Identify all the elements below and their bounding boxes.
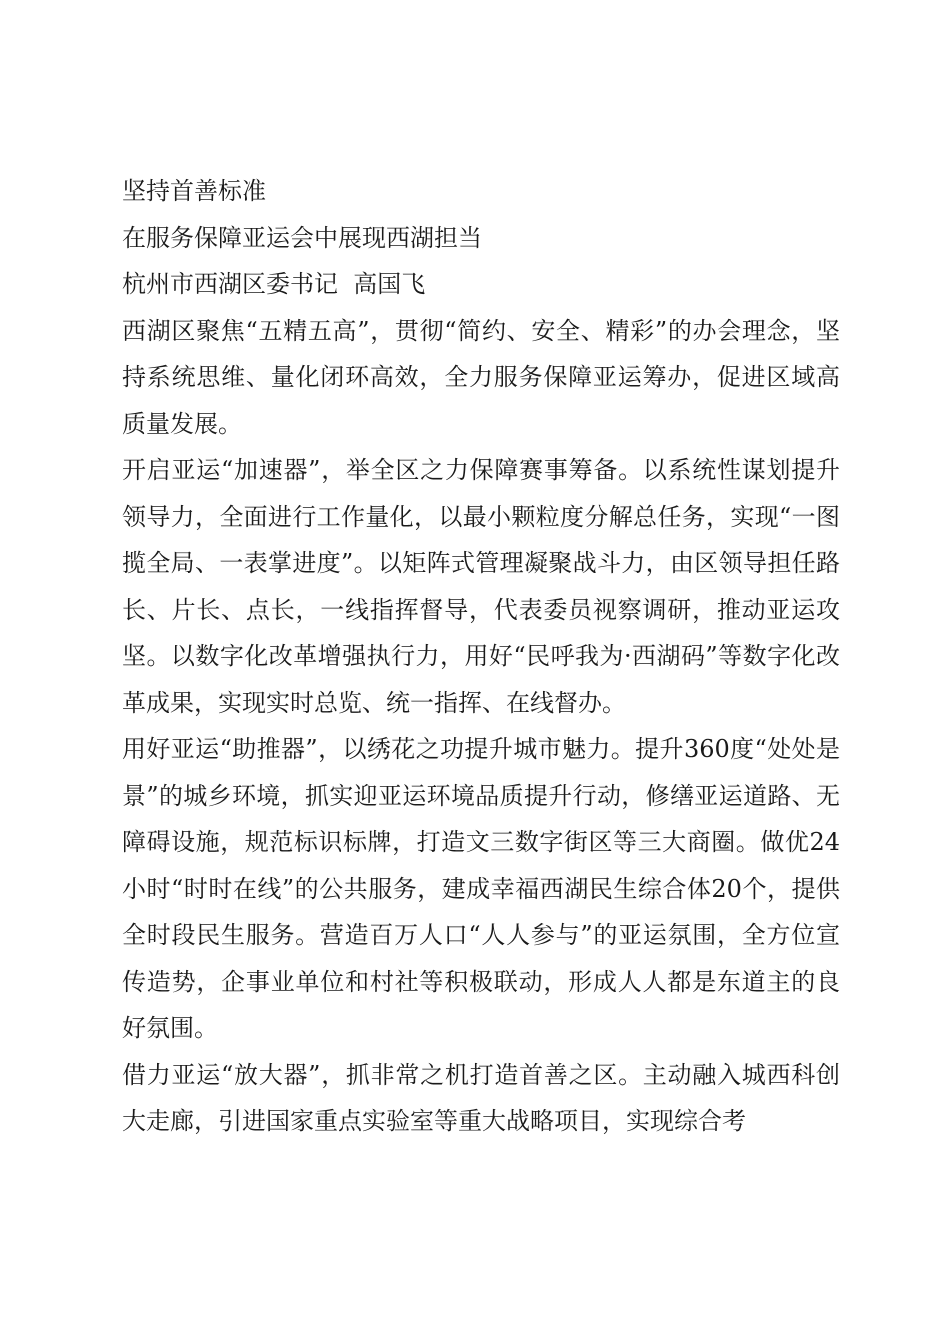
document-title: 坚持首善标准 <box>122 177 266 205</box>
paragraph: 开启亚运“加速器”，举全区之力保障赛事筹备。以系统性谋划提升领导力，全面进行工作量化，以最小颗粒度分解总任务，实现“一图揽全局、一表掌进度”。以矩阵式管理凝聚战斗力，由区领导担任路长、片长、点长，一线指挥督导，代表委员视察调研，推动亚运攻坚。以数字化改革增强执行力，用好“民呼我为·西湖码”等数字化改革成果，实现实时总览、统一指挥、在线督办。 <box>122 456 840 717</box>
paragraph: 用好亚运“助推器”，以绣花之功提升城市魅力。提升360度“处处是景”的城乡环境，抓实迎亚运环境品质提升行动，修缮亚运道路、无障碍设施，规范标识标牌，打造文三数字街区等三大商圈。做优24小时“时时在线”的公共服务，建成幸福西湖民生综合体20个，提供全时段民生服务。营造百万人口“人人参与”的亚运氛围，全方位宣传造势，企事业单位和村社等积极联动，形成人人都是东道主的良好氛围。 <box>122 735 840 1042</box>
document-byline: 杭州市西湖区委书记 高国飞 <box>122 270 426 298</box>
document-subtitle: 在服务保障亚运会中展现西湖担当 <box>122 223 482 252</box>
paragraph: 借力亚运“放大器”，抓非常之机打造首善之区。主动融入城西科创大走廊，引进国家重点实验室等重大战略项目，实现综合考 <box>122 1060 840 1135</box>
document-body <box>122 168 840 1145</box>
paragraph: 西湖区聚焦“五精五高”，贯彻“简约、安全、精彩”的办会理念，坚持系统思维、量化闭环高效，全力服务保障亚运筹办，促进区域高质量发展。 <box>122 316 840 438</box>
